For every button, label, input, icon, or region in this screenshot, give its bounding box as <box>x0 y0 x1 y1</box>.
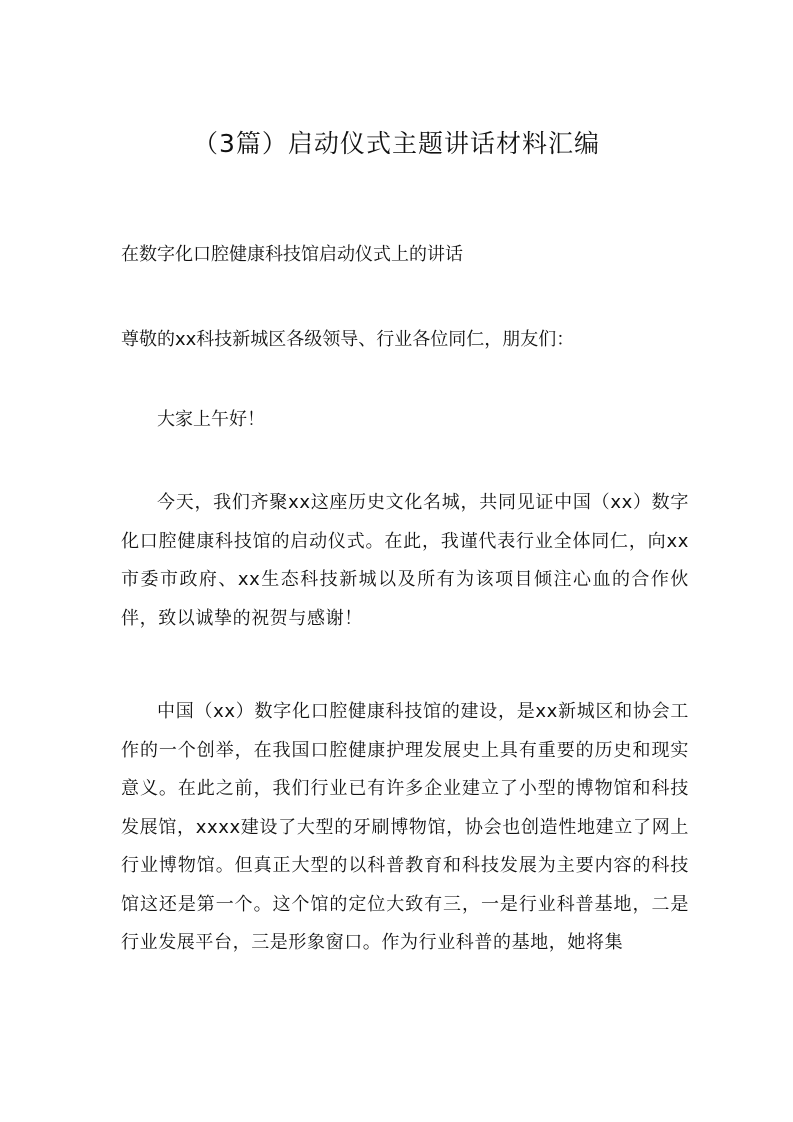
body-paragraph: 中国（xx）数字化口腔健康科技馆的建设，是xx新城区和协会工作的一个创举，在我国口腔健康护理发展史上具有重要的历史和现实意义。在此之前，我们行业已有许多企业建立了小型的博物馆和科技发展馆，xxxx建设了大型的牙刷博物馆，协会也创造性地建立了网上行业博物馆。但真正大型的以科普教育和科技发展为主要内容的科技馆这还是第一个。这个馆的定位大致有三，一是行业科普基地，二是行业发展平台，三是形象窗口。作为行业科普的基地，她将集 <box>121 701 689 953</box>
salutation: 尊敬的xx科技新城区各级领导、行业各位同仁，朋友们： <box>121 329 575 350</box>
body-paragraph: 今天，我们齐聚xx这座历史文化名城，共同见证中国（xx）数字化口腔健康科技馆的启动仪式。在此，我谨代表行业全体同仁，向xx市委市政府、xx生态科技新城以及所有为该项目倾注心血的合作伙伴，致以诚挚的祝贺与感谢！ <box>121 492 689 629</box>
greeting: 大家上午好！ <box>157 409 265 430</box>
document-title: （3篇）启动仪式主题讲话材料汇编 <box>193 129 600 158</box>
speech-subtitle: 在数字化口腔健康科技馆启动仪式上的讲话 <box>121 244 463 265</box>
